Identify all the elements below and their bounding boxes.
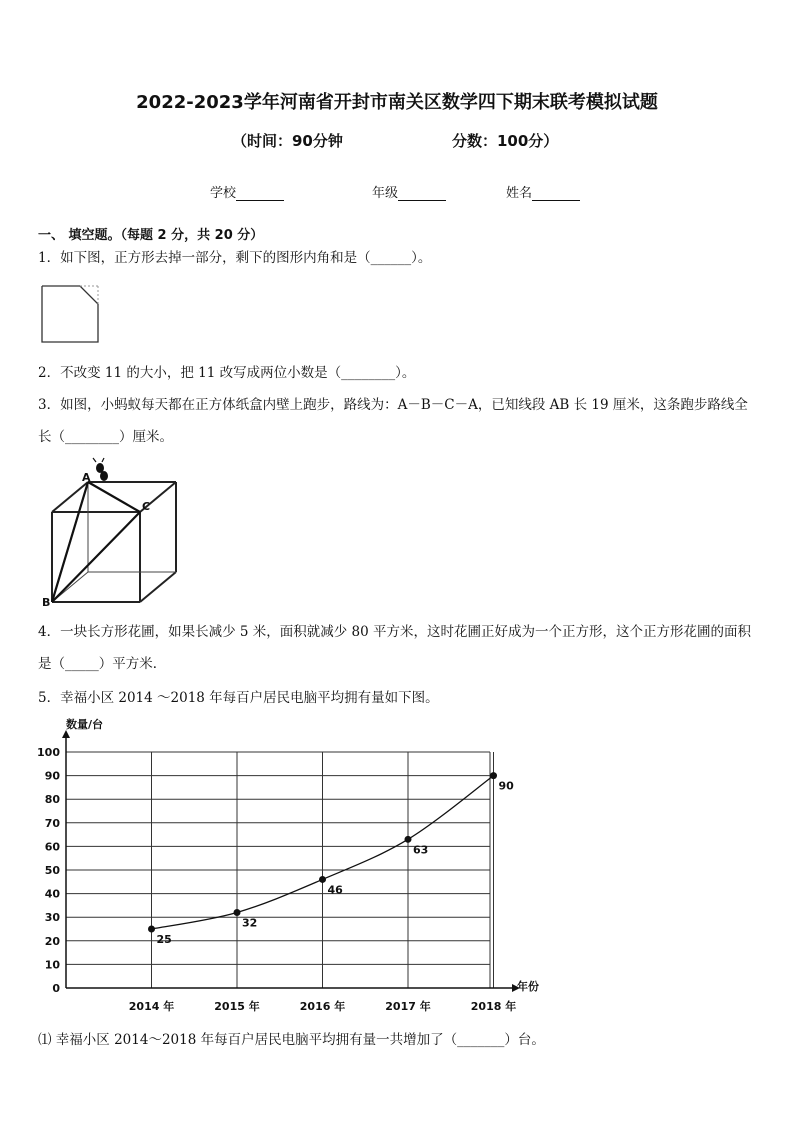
y-axis-arrow — [62, 730, 70, 738]
data-label-2016 年: 46 — [327, 883, 343, 897]
y-tick-0: 0 — [52, 982, 60, 995]
question-5: 5．幸福小区 2014 ～2018 年每百户居民电脑平均拥有量如下图。 — [38, 690, 439, 706]
grade-label: 年级 — [372, 186, 399, 201]
question-5-part-1: ⑴ 幸福小区 2014～2018 年每百户居民电脑平均拥有量一共增加了（_______）台。 — [38, 1032, 545, 1048]
question-2: 2．不改变 11 的大小，把 11 改写成两位小数是（________）。 — [38, 365, 416, 381]
x-tick-1: 2015 年 — [214, 1000, 260, 1013]
section-heading: 一、 填空题。（每题 2 分，共 20 分） — [38, 228, 264, 243]
y-tick-90: 90 — [44, 769, 60, 783]
school-field — [210, 182, 284, 201]
computer-ownership-line-chart — [30, 712, 570, 1022]
y-tick-50: 50 — [44, 864, 60, 877]
x-tick-labels — [129, 999, 516, 1013]
data-point-2016 年 — [319, 876, 326, 883]
y-axis-label: 数量/台 — [66, 718, 104, 731]
y-tick-10: 10 — [44, 958, 60, 972]
data-label-2018 年: 90 — [498, 779, 514, 793]
label-c: C — [142, 500, 151, 513]
label-a: A — [82, 471, 91, 484]
y-tick-20: 20 — [44, 934, 60, 948]
data-label-2015 年: 32 — [242, 916, 258, 930]
grade-field — [372, 182, 446, 201]
route-c-a — [88, 482, 140, 512]
data-point-2015 年 — [234, 909, 241, 916]
y-tick-100: 100 — [37, 746, 60, 759]
name-label: 姓名 — [506, 186, 533, 201]
data-point-2014 年 — [148, 926, 155, 933]
name-blank[interactable] — [532, 188, 580, 201]
chart-grid — [66, 752, 494, 988]
x-tick-0: 2014 年 — [128, 1000, 175, 1013]
cube-figure — [38, 456, 188, 612]
y-tick-70: 70 — [44, 816, 60, 830]
x-tick-3: 2017 年 — [385, 1000, 431, 1013]
exam-score: 分数：100分） — [452, 132, 559, 150]
y-tick-60: 60 — [44, 840, 60, 854]
x-tick-2: 2016 年 — [299, 1000, 346, 1013]
cut-square-figure — [40, 284, 102, 344]
x-axis-label: 年份 — [517, 980, 539, 993]
label-b: B — [42, 596, 51, 609]
page-title: 2022-2023学年河南省开封市南关区数学四下期末联考模拟试题 — [136, 92, 658, 113]
data-point-2017 年 — [405, 836, 412, 843]
grade-blank[interactable] — [398, 188, 446, 201]
y-tick-30: 30 — [44, 911, 60, 925]
question-3: 3．如图，小蚂蚁每天都在正方体纸盒内壁上跑步，路线为：A－B－C－A，已知线段 AB 长 19 厘米，这条跑步路线全长（________）厘米。 — [38, 397, 748, 445]
exam-time: （时间：90分钟 — [232, 132, 343, 150]
y-tick-labels — [37, 746, 60, 995]
school-label: 学校 — [210, 186, 237, 201]
chart-series — [148, 772, 514, 946]
chart-axes — [62, 730, 520, 992]
data-label-2014 年: 25 — [156, 933, 172, 946]
ant-icon — [93, 458, 108, 481]
y-tick-40: 40 — [44, 887, 60, 901]
x-tick-4: 2018 年 — [470, 1000, 517, 1013]
name-field — [506, 182, 580, 201]
question-1: 1．如下图，正方形去掉一部分，剩下的图形内角和是（______）。 — [38, 250, 432, 266]
cube-right-bottom-edge — [140, 572, 176, 602]
data-label-2017 年: 63 — [413, 843, 429, 857]
data-point-2018 年 — [490, 772, 497, 779]
y-tick-80: 80 — [44, 793, 60, 807]
cut-square-outline — [42, 286, 98, 342]
question-4: 4．一块长方形花圃，如果长减少 5 米，面积就减少 80 平方米，这时花圃正好成为一个正方形，这个正方形花圃的面积是（_____）平方米． — [38, 624, 752, 672]
school-blank[interactable] — [236, 188, 284, 201]
